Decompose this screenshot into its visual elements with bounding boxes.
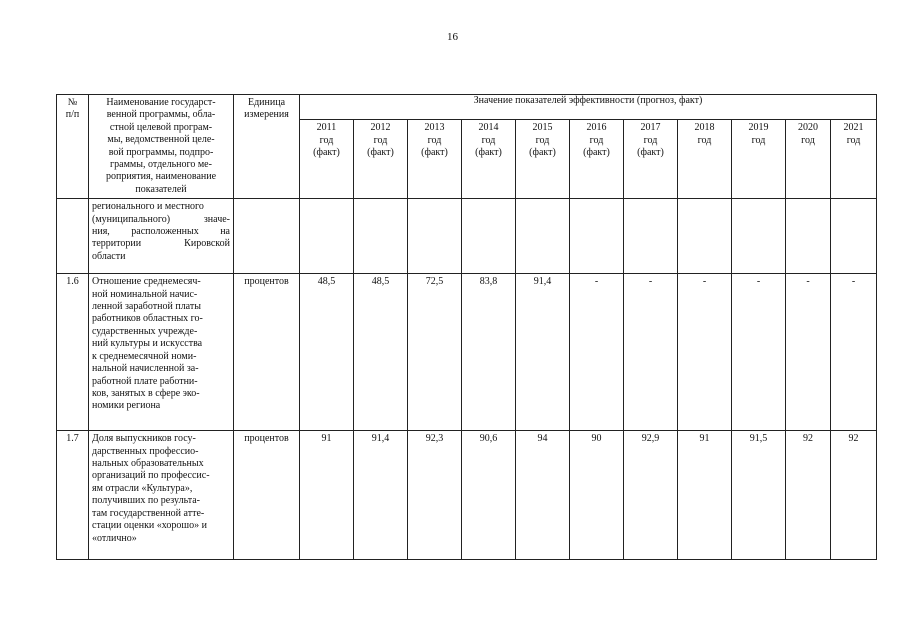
- year-label: (факт): [313, 146, 340, 158]
- year-label: 2019: [748, 122, 769, 134]
- name-word: значе-: [203, 213, 230, 225]
- table-row-1-7: [57, 431, 877, 560]
- value-cell: [732, 199, 786, 274]
- year-header-2012: [354, 120, 408, 199]
- name-line: ний культуры и искусства: [92, 338, 203, 350]
- header-name-line: мы, ведомственной целе-: [107, 134, 215, 146]
- value-cell: [300, 199, 354, 274]
- value-2015: 94: [516, 431, 570, 560]
- header-num-cell: [57, 95, 89, 199]
- value-2020: -: [786, 274, 831, 431]
- header-unit-line: измерения: [244, 109, 289, 121]
- value-cell: [516, 199, 570, 274]
- continuation-name-cell: [89, 199, 234, 274]
- header-name-line: стной целевой програм-: [109, 121, 213, 133]
- year-label: год: [846, 134, 861, 146]
- year-label: (факт): [637, 146, 664, 158]
- value-2012: 48,5: [354, 274, 408, 431]
- continuation-row: [57, 199, 877, 274]
- header-name-line: венной программы, обла-: [106, 109, 216, 121]
- year-label: 2020: [798, 122, 818, 134]
- year-label: год: [319, 134, 334, 146]
- name-line: к среднемесячной номи-: [92, 350, 197, 362]
- header-name-line: Наименование государст-: [106, 97, 216, 108]
- row-unit: процентов: [234, 431, 300, 560]
- name-line: регионального и местного: [92, 201, 204, 213]
- year-label: (факт): [475, 146, 502, 158]
- row-num: 1.7: [57, 431, 89, 560]
- name-word: расположенных: [131, 226, 199, 238]
- row-name: [89, 274, 234, 431]
- header-unit-line: Единица: [247, 97, 286, 108]
- name-line: ков, занятых в сфере эко-: [92, 387, 200, 399]
- name-word: (муниципального): [92, 213, 171, 225]
- value-2014: 90,6: [462, 431, 516, 560]
- value-cell: [408, 199, 462, 274]
- value-2015: 91,4: [516, 274, 570, 431]
- name-line: сударственных учрежде-: [92, 325, 198, 337]
- year-label: 2014: [478, 122, 499, 134]
- year-label: 2011: [316, 122, 337, 134]
- year-label: (факт): [367, 146, 394, 158]
- year-label: год: [643, 134, 658, 146]
- year-label: 2013: [424, 122, 445, 134]
- year-header-2011: [300, 120, 354, 199]
- year-header-2019: [732, 120, 786, 199]
- value-cell: [786, 199, 831, 274]
- year-header-2018: [678, 120, 732, 199]
- value-2018: 91: [678, 431, 732, 560]
- header-num-line: п/п: [65, 109, 80, 121]
- year-label: (факт): [421, 146, 448, 158]
- values-header-cell: Значение показателей эффективности (прогноз, факт): [300, 95, 877, 120]
- value-2017: 92,9: [624, 431, 678, 560]
- name-line: Отношение среднемесяч-: [92, 276, 201, 288]
- name-line: организаций по профессис-: [92, 470, 210, 482]
- name-line: нальных образовательных: [92, 458, 204, 470]
- year-header-2016: [570, 120, 624, 199]
- year-label: год: [373, 134, 388, 146]
- name-line: «отлично»: [92, 532, 137, 544]
- row-num: 1.6: [57, 274, 89, 431]
- name-word: территории: [92, 238, 142, 250]
- year-label: 2016: [586, 122, 607, 134]
- value-2011: 48,5: [300, 274, 354, 431]
- value-2019: -: [732, 274, 786, 431]
- value-2019: 91,5: [732, 431, 786, 560]
- header-name-line: роприятия, наименование: [105, 171, 217, 183]
- year-label: год: [535, 134, 550, 146]
- header-name-line: граммы, отдельного ме-: [110, 159, 212, 171]
- value-cell: [624, 199, 678, 274]
- value-2012: 91,4: [354, 431, 408, 560]
- page-number: 16: [447, 31, 458, 43]
- year-header-2013: [408, 120, 462, 199]
- value-2021: -: [831, 274, 877, 431]
- value-2013: 92,3: [408, 431, 462, 560]
- year-header-2020: [786, 120, 831, 199]
- name-line: ленной заработной платы: [92, 301, 201, 313]
- name-line: там государственной атте-: [92, 507, 205, 519]
- name-line: дарственных профессио-: [92, 445, 199, 457]
- name-line: ям отрасли «Культура»,: [92, 482, 193, 494]
- table-row-1-6: [57, 274, 877, 431]
- value-cell: [678, 199, 732, 274]
- indicators-table: [56, 94, 877, 560]
- year-label: 2018: [694, 122, 715, 134]
- year-label: (факт): [529, 146, 556, 158]
- name-line: номики региона: [92, 400, 161, 412]
- value-2016: 90: [570, 431, 624, 560]
- year-label: год: [751, 134, 766, 146]
- name-line: области: [92, 250, 126, 262]
- year-label: 2017: [640, 122, 661, 134]
- name-line: [92, 238, 230, 250]
- value-cell: [354, 199, 408, 274]
- year-label: 2015: [532, 122, 553, 134]
- row-unit: процентов: [234, 274, 300, 431]
- year-header-2017: [624, 120, 678, 199]
- name-line: [92, 226, 230, 238]
- year-label: 2012: [370, 122, 391, 134]
- name-line: стации оценки «хорошо» и: [92, 520, 207, 532]
- year-label: (факт): [583, 146, 610, 158]
- value-cell: [831, 199, 877, 274]
- row-name: [89, 431, 234, 560]
- year-label: год: [801, 134, 815, 146]
- value-2017: -: [624, 274, 678, 431]
- name-line: работной плате работни-: [92, 375, 198, 387]
- name-line: ной номинальной начис-: [92, 288, 198, 300]
- continuation-unit-cell: [234, 199, 300, 274]
- name-line: нальной начисленной за-: [92, 363, 199, 375]
- name-line: [92, 214, 230, 226]
- value-2014: 83,8: [462, 274, 516, 431]
- name-line: Доля выпускников госу-: [92, 433, 196, 445]
- value-cell: [462, 199, 516, 274]
- value-2021: 92: [831, 431, 877, 560]
- name-word: Кировской: [184, 238, 230, 250]
- header-name-cell: [89, 95, 234, 199]
- value-cell: [570, 199, 624, 274]
- name-line: работников областных го-: [92, 313, 203, 325]
- value-2013: 72,5: [408, 274, 462, 431]
- value-2011: 91: [300, 431, 354, 560]
- value-2018: -: [678, 274, 732, 431]
- year-label: год: [589, 134, 604, 146]
- year-label: год: [697, 134, 712, 146]
- header-num-line: №: [67, 97, 78, 108]
- name-line: получивших по результа-: [92, 495, 201, 507]
- year-label: 2021: [843, 122, 864, 134]
- year-label: год: [481, 134, 496, 146]
- continuation-num-cell: [57, 199, 89, 274]
- name-word: на: [220, 226, 230, 238]
- year-header-2015: [516, 120, 570, 199]
- name-word: ния,: [92, 226, 110, 238]
- year-header-2014: [462, 120, 516, 199]
- year-header-2021: [831, 120, 877, 199]
- header-row-top: [57, 95, 877, 120]
- value-2020: 92: [786, 431, 831, 560]
- header-name-line: вой программы, подпро-: [108, 146, 214, 158]
- header-name-line: показателей: [135, 183, 187, 195]
- value-2016: -: [570, 274, 624, 431]
- year-label: год: [427, 134, 442, 146]
- header-unit-cell: [234, 95, 300, 199]
